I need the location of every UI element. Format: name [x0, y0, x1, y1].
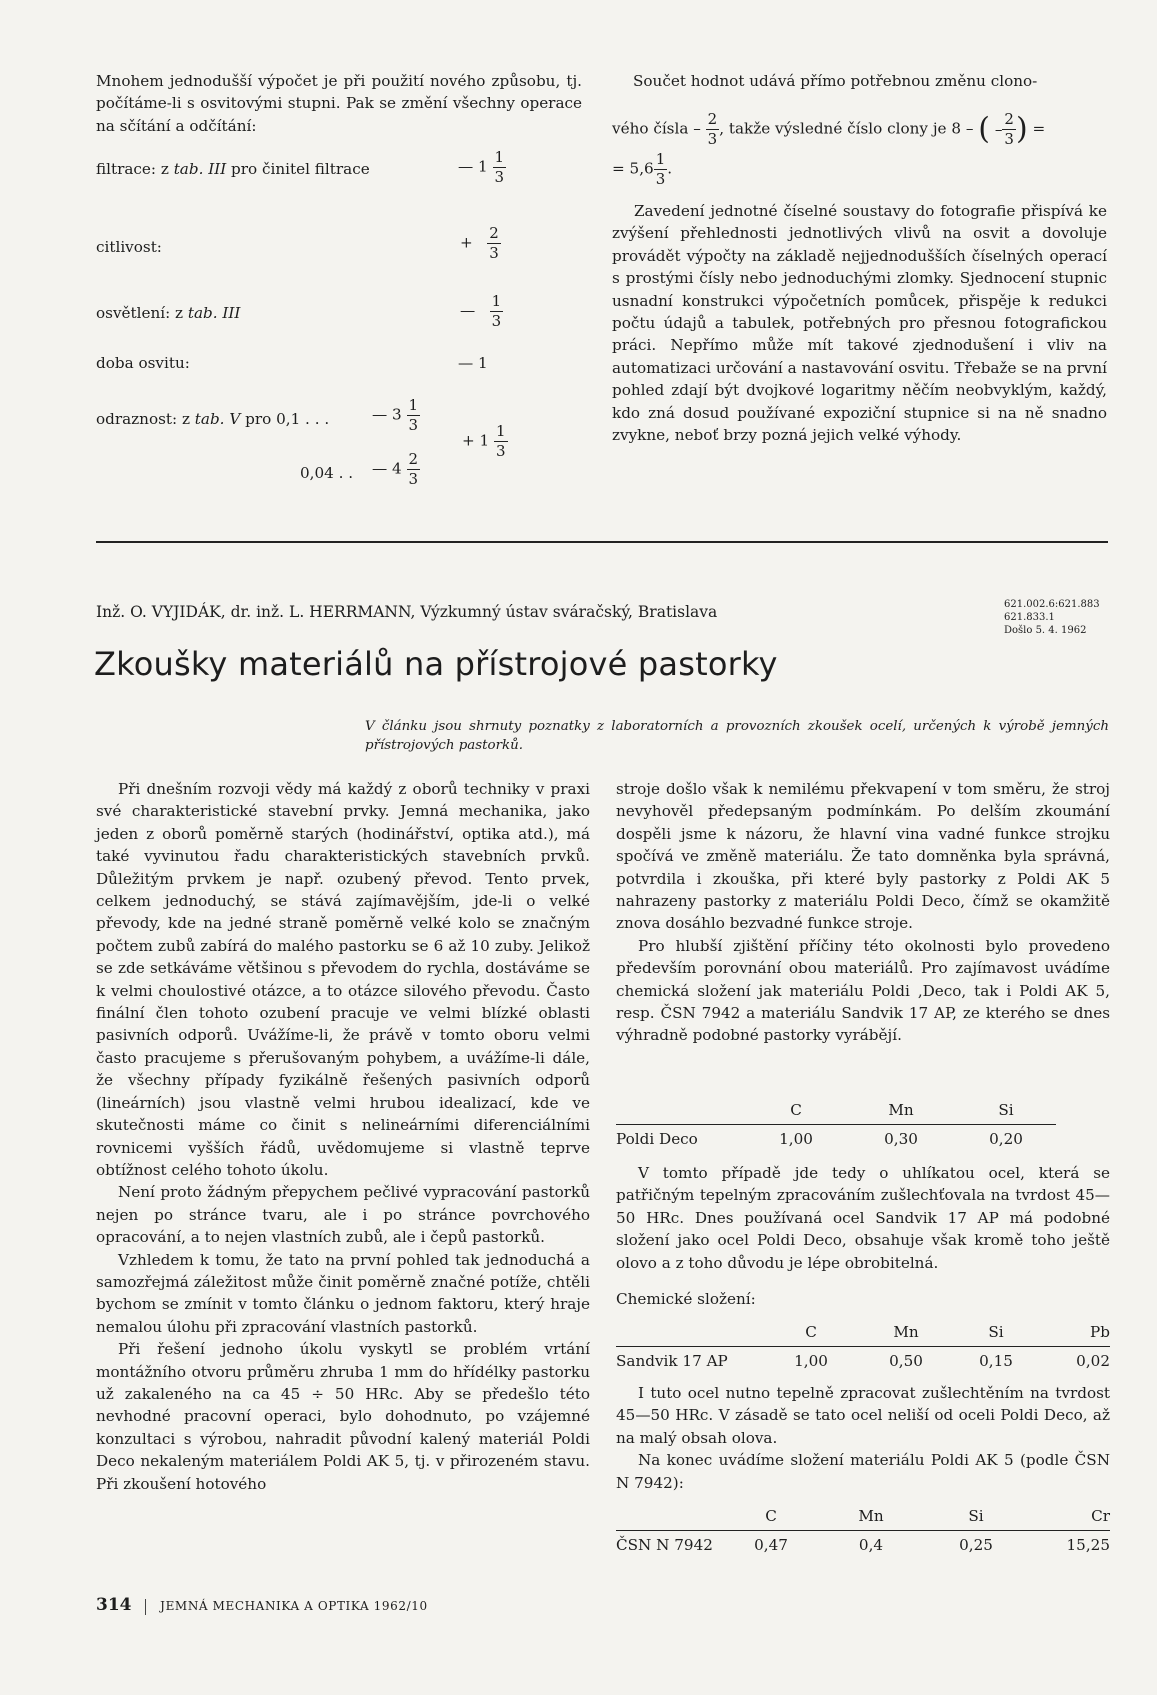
section-divider — [96, 541, 1108, 543]
udc-code-2: 621.833.1 — [1004, 612, 1055, 623]
udc-code-1: 621.002.6:621.883 — [1004, 599, 1100, 610]
body-paragraph: Při dnešním rozvoji vědy má každý z oborů techniky v praxi své charakteristické stavební prvky. Jemná mechanika, jako jeden z oborů poměrně starých (hodinářství, optika atd.), má také vyvinutou řadu charakteristických stavebních prvků. Důležitým prvkem je např. ozubený převod. Tento prvek, celkem jednoduchý, se stává zajímavějším, jde-li o velké převody, kde na jedné straně poměrně velké kolo se značným počtem zubů zabírá do malého pastorku se 6 až 10 zuby. Jelikož se zde setkáváme většinou s převodem do rychla, dostáváme se k velmi choulostivé otázce, a to otázce silového převodu. Často finální člen tohoto ozubení pracuje ve velmi blízké oblasti pasivních odporů. Uvážíme-li, že právě v tomto oboru velmi často pracujeme s přerušovaným pohybem, a uvážíme-li dále, že všechny případy fyzikálně řešených pasivních odporů (lineárních) jsou vlastně velmi hrubou idealizací, kde ve skutečnosti máme co činit s nelineárními diferenciálními rovnicemi vyšších řádů, uvědomujeme si vlastně teprve obtížnost celého tohoto úkolu. — [96, 780, 590, 1179]
calc-row-filtrace: filtrace: z tab. III pro činitel filtrace — [96, 160, 370, 178]
body-paragraph: Při řešení jednoho úkolu vyskytl se problém vrtání montážního otvoru průměru zhruba 1 mm do hřídélky pastorku už zakaleného na ca 45 ÷ 50 HRc. Aby se předešlo této nevhodné pracovní operaci, bylo dohodnuto, po vzájemné konzultaci s výrobou, nahradit původní kalený materiál Poldi Deco nekaleným materiálem Poldi AK 5, tj. v přirozeném stavu. Při zkoušení hotového — [96, 1340, 590, 1493]
body-paragraph: Na konec uvádíme složení materiálu Poldi AK 5 (podle ČSN N 7942): — [616, 1451, 1110, 1492]
calc-value-filtrace: — 1 $\frac{1}{3}$ — [458, 148, 505, 186]
table-header-row: C Mn Si Pb — [805, 1323, 1110, 1341]
body-right-column-mid — [616, 1162, 1110, 1274]
calc-row-odraznost: odraznost: z tab. V pro 0,1 . . . — [96, 410, 330, 428]
chem-label: Chemické složení: — [616, 1290, 756, 1308]
body-paragraph: Vzhledem k tomu, že tato na první pohled tak jednoduchá a samozřejmá záležitost může činit poměrně značné potíže, chtěli bychom se zmínit v tomto článku o jednom faktoru, který hraje nemalou úlohu při zpracování vlastních pastorků. — [96, 1250, 590, 1336]
top-left-block — [96, 70, 582, 137]
table-header-row: C Mn Si Cr — [765, 1507, 1110, 1525]
body-left-column — [96, 778, 590, 1495]
body-paragraph: V tomto případě jde tedy o uhlíkatou ocel, která se patřičným tepelným zpracováním zušlechťovala na tvrdost 45—50 HRc. Dnes používaná ocel Sandvik 17 AP má podobné složení jako ocel Poldi Deco, obsahuje však kromě toho ještě olovo a z toho důvodu je lépe obrobitelná. — [616, 1164, 1110, 1272]
table-row: Poldi Deco 1,00 0,30 0,20 — [616, 1125, 1056, 1154]
conclusion-paragraph: Zavedení jednotné číselné soustavy do fotografie přispívá ke zvýšení přehlednosti jednotlivých vlivů na osvit a dovoluje provádět výpočty na základě nejjednodušších číselných operací s prostými čísly nebo jednoduchými zlomky. Sjednocení stupnic usnadní konstrukci výpočetních pomůcek, přispěje k redukci počtu údajů a tabulek, potřebných pro přesnou fotografickou práci. Nepřímo může mít takové zjednodušení i vliv na automatizaci určování a nastavování osvitu. Třebaže se na první pohled zdají být dvojkové logaritmy něčím neobvyklým, každý, kdo zná dosud používané expoziční stupnice si na ně snadno zvykne, neboť brzy pozná jejich velké výhody. — [612, 202, 1107, 445]
body-paragraph: stroje došlo však k nemilému překvapení v tom směru, že stroj nevyhověl předepsaným podmínkám. Po delším zkoumání dospěli jsme k názoru, že hlavní vina vadné funkce strojku spočívá ve změně materiálu. Že tato domněnka byla správná, potvrdila i zkouška, při které byly pastorky z Poldi AK 5 nahrazeny pastorky z materiálu Poldi Deco, čímž se okamžitě znova dosáhlo bezvadné funkce stroje. — [616, 780, 1110, 933]
sum-line-3: = 5,6 $\frac{1}{3}$ . — [612, 150, 673, 188]
body-right-column — [616, 778, 1110, 1047]
body-right-column-end — [616, 1382, 1110, 1494]
body-paragraph: I tuto ocel nutno tepelně zpracovat zušlechtěním na tvrdost 45—50 HRc. V zásadě se tato ocel neliší od oceli Poldi Deco, až na malý obsah olova. — [616, 1384, 1110, 1447]
calc-value-odraznost-2: — 4 $\frac{2}{3}$ — [372, 450, 419, 488]
article-title: Zkoušky materiálů na přístrojové pastorky — [94, 645, 778, 683]
intro-text: Mnohem jednodušší výpočet je při použití nového způsobu, tj. počítáme-li s osvitovými stupni. Pak se změní všechny operace na sčítání a odčítání: — [96, 72, 582, 135]
composition-table-sandvik — [616, 1318, 1110, 1375]
calc-row-osvetleni: osvětlení: z tab. III — [96, 304, 241, 322]
article-abstract: V článku jsou shrnuty poznatky z laboratorních a provozních zkoušek ocelí, určených k výrobě jemných přístrojových pastorků. — [365, 719, 1109, 753]
calc-value-odraznost-result: + 1 $\frac{1}{3}$ — [462, 422, 506, 460]
calc-row-citlivost: citlivost: — [96, 238, 162, 256]
table-row: Sandvik 17 AP 1,00 0,50 0,15 0,02 — [616, 1347, 1110, 1376]
body-paragraph: Pro hlubší zjištění příčiny této okolnosti bylo provedeno především porovnání obou materiálů. Pro zajímavost uvádíme chemická složení jak materiálu Poldi ‚Deco, tak i Poldi AK 5, resp. ČSN 7942 a materiálu Sandvik 17 AP, ze kterého se dnes výhradně podobné pastorky vyrábějí. — [616, 936, 1110, 1045]
calc-row-odraznost-2: 0,04 . . — [300, 464, 354, 482]
calc-value-odraznost-1: — 3 $\frac{1}{3}$ — [372, 396, 419, 434]
received-date: Došlo 5. 4. 1962 — [1004, 625, 1087, 636]
calc-value-osvetleni: — $\frac{1}{3}$ — [460, 292, 502, 330]
sum-line-1: Součet hodnot udává přímo potřebnou změnu clono- — [633, 72, 1038, 90]
table-row: ČSN N 7942 0,47 0,4 0,25 15,25 — [616, 1531, 1110, 1560]
calc-value-citlivost: + $\frac{2}{3}$ — [460, 224, 499, 262]
article-authors: Inž. O. VYJIDÁK, dr. inž. L. HERRMANN, Výzkumný ústav sváračský, Bratislava — [96, 603, 718, 621]
sum-line-2: vého čísla – $\frac{2}{3}$ , takže výsledné číslo clony je 8 – ( – $\frac{2}{3}$ ) = — [612, 110, 1046, 148]
page-footer — [96, 1594, 428, 1617]
article-classification — [1004, 598, 1100, 637]
page-number: 314 — [96, 1595, 132, 1615]
calc-value-doba: — 1 — [458, 354, 488, 372]
calc-row-doba: doba osvitu: — [96, 354, 190, 372]
body-paragraph: Není proto žádným přepychem pečlivé vypracování pastorků nejen po stránce tvaru, ale i po stránce povrchového opracování, a to nejen vlastních zubů, ale i čepů pastorků. — [96, 1183, 590, 1247]
composition-table-csn — [616, 1502, 1110, 1559]
composition-table-poldi-deco — [616, 1096, 1056, 1153]
table-header-row: C Mn Si — [790, 1101, 1014, 1119]
journal-name: JEMNÁ MECHANIKA A OPTIKA 1962/10 — [160, 1599, 428, 1613]
